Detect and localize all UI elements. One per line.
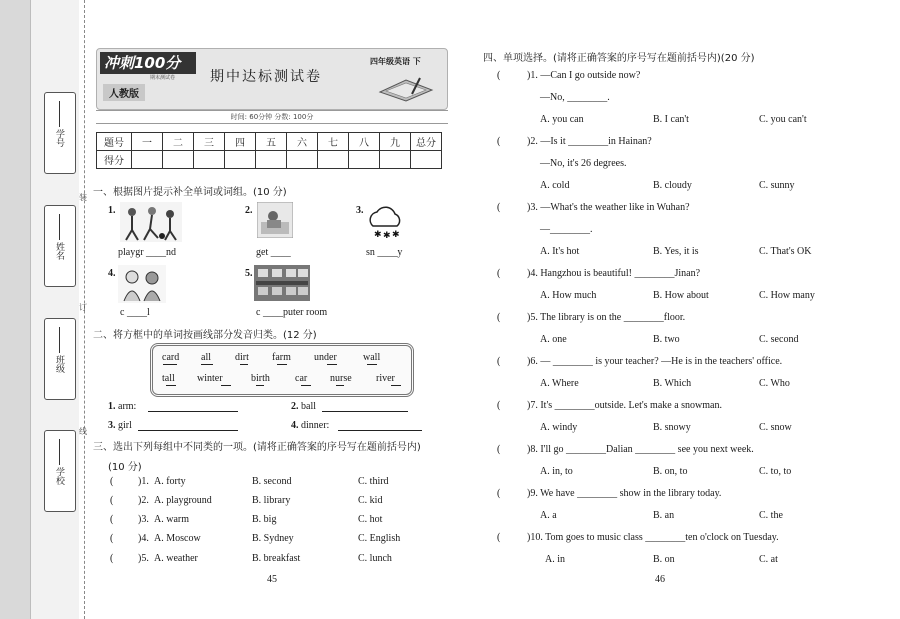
score-header-cell: 一 [132,133,163,151]
question-number: )2. [138,495,149,506]
answer-paren[interactable]: ( [110,553,114,564]
section2-heading: 二、将方框中的单词按画线部分发音归类。(12 分) [93,330,317,341]
option-c: C. second [759,334,799,345]
question-number: )1. [138,476,149,487]
s4-question-9 [497,488,877,524]
score-cell[interactable] [349,151,380,169]
option-a: A. warm [154,514,189,525]
option-b: B. Yes, it is [653,246,699,257]
option-a: A. playground [154,495,212,506]
word-all: all [201,352,211,363]
option-a: A. in [545,554,565,565]
s4-question-10 [497,532,877,568]
question-text: )6. — ________ is your teacher? —He is in the teachers' office. [527,356,783,367]
word-tall: tall [162,373,175,384]
question-text: )1. —Can I go outside now? [527,70,641,81]
option-c: C. snow [759,422,792,433]
score-header-cell: 六 [287,133,318,151]
score-header-cell: 总分 [411,133,442,151]
question-text: )5. The library is on the ________floor. [527,312,686,323]
section1-heading: 一、根据图片提示补全单词或词组。(10 分) [93,187,287,198]
page-number-left: 45 [267,574,277,585]
option-a: A. you can [540,114,584,125]
option-a: A. Where [540,378,579,389]
answer-blank[interactable] [338,430,422,431]
s4-question-7 [497,400,877,436]
option-c: C. to, to [759,466,792,477]
score-cell[interactable] [318,151,349,169]
grade-label: 四年级英语 下 [370,57,421,66]
option-a: A. one [540,334,567,345]
word-farm: farm [272,352,291,363]
option-c: C. at [759,554,778,565]
underline-mark [221,385,231,386]
answer-paren[interactable]: ( [110,495,114,506]
question-line2: —No, ________. [540,92,610,103]
option-a: A. windy [540,422,578,433]
s2-answer1: 1. arm: [108,401,137,412]
s4-question-2 [497,136,877,192]
answer-paren[interactable]: ( [497,400,501,411]
answer-paren[interactable]: ( [110,514,114,525]
s1-item2-num: 2. [245,205,253,216]
snowy-cloud-icon [365,204,405,240]
s2-answer2: 2. ball [291,401,316,412]
s1-item4-word: c ____l [120,307,150,318]
word-birth: birth [251,373,270,384]
book-illustration [376,74,436,102]
word-car: car [295,373,308,384]
score-cell[interactable] [256,151,287,169]
option-c: C. hot [358,514,383,525]
underline-mark [166,385,176,386]
name-field[interactable] [44,205,76,287]
option-c: C. How many [759,290,815,301]
word-winter: winter [197,373,223,384]
answer-paren[interactable]: ( [497,202,501,213]
question-number: )5. [138,553,149,564]
cut-mark-ding: 订 [79,303,87,312]
score-cell[interactable] [194,151,225,169]
s1-item5-word: c ____puter room [256,307,328,318]
answer-blank[interactable] [322,411,408,412]
score-row-label: 得分 [97,151,132,169]
word-card: card [162,352,180,363]
option-a: A. forty [154,476,186,487]
underline-mark [367,364,377,365]
edition-badge: 人教版 [103,84,145,101]
question-text: )7. It's ________outside. Let's make a snowman. [527,400,722,411]
option-b: B. cloudy [653,180,692,191]
score-header-cell: 题号 [97,133,132,151]
underline-mark [327,364,337,365]
s4-question-8 [497,444,877,480]
get-up-picture [257,202,293,238]
page-number-right: 46 [655,574,665,585]
underline-mark [301,385,311,386]
option-b: B. Sydney [252,533,294,544]
question-text: )3. —What's the weather like in Wuhan? [527,202,690,213]
underline-mark [256,385,264,386]
name-label: 姓名 [54,242,64,260]
score-table [96,132,442,169]
score-cell[interactable] [287,151,318,169]
question-text: )10. Tom goes to music class ________ten o'clock on Tuesday. [527,532,779,543]
svg-text:✱: ✱ [383,230,391,240]
underline-mark [201,364,213,365]
score-table-score-row [97,151,442,169]
score-header-cell: 四 [225,133,256,151]
svg-text:✱: ✱ [374,229,382,239]
school-label: 学校 [54,467,64,485]
svg-text:✱: ✱ [392,229,400,239]
option-c: C. third [358,476,389,487]
s3-question-5 [108,553,448,569]
exam-title: 期中达标测试卷 [210,69,322,85]
s1-item1-word: playgr ____nd [118,247,177,258]
underline-mark [163,364,177,365]
answer-paren[interactable]: ( [497,444,501,455]
s1-item5-num: 5. [245,268,253,279]
question-number: )3. [138,514,149,525]
score-header-cell: 三 [194,133,225,151]
s1-item3-word: sn ____y [366,247,403,258]
s1-item4-num: 4. [108,268,116,279]
option-a: A. weather [154,553,198,564]
s4-question-3 [497,202,877,258]
option-b: B. library [252,495,291,506]
answer-paren[interactable]: ( [497,268,501,279]
question-text: )2. —Is it ________in Hainan? [527,136,652,147]
option-b: B. breakfast [252,553,301,564]
student-number-field[interactable] [44,92,76,174]
underline-mark [240,364,248,365]
option-a: A. in, to [540,466,573,477]
score-header-cell: 九 [380,133,411,151]
option-a: A. a [540,510,557,521]
option-a: A. cold [540,180,570,191]
option-b: B. snowy [653,422,691,433]
s1-item2-word: get ____ [256,247,291,258]
score-cell[interactable] [132,151,163,169]
s1-item3-num: 3. [356,205,364,216]
question-text: )9. We have ________ show in the library today. [527,488,722,499]
s2-answer3: 3. girl [108,420,132,431]
word-wall: wall [363,352,381,363]
score-header-cell: 五 [256,133,287,151]
answer-blank[interactable] [138,430,238,431]
option-c: C. sunny [759,180,795,191]
underline-mark [391,385,401,386]
school-field[interactable] [44,430,76,512]
score-table-header-row [97,133,442,151]
option-c: C. you can't [759,114,807,125]
question-number: )4. [138,533,149,544]
question-line2: —________. [540,224,593,235]
option-b: B. big [252,514,277,525]
option-b: B. two [653,334,680,345]
option-a: A. It's hot [540,246,580,257]
option-a: A. Moscow [154,533,201,544]
score-header-cell: 二 [163,133,194,151]
score-cell[interactable] [380,151,411,169]
option-c: C. Who [759,378,790,389]
s3-question-4 [108,533,448,549]
section3-points: (10 分) [108,462,142,473]
answer-paren[interactable]: ( [497,136,501,147]
cut-mark-xian: 线 [79,427,87,436]
logo-subtitle: 期末测试卷 [150,76,176,81]
cool-picture [118,265,166,303]
s4-question-6 [497,356,877,392]
time-score-info: 时间: 60分钟 分数: 100分 [96,110,448,124]
s4-question-4 [497,268,877,304]
option-b: B. I can't [653,114,689,125]
answer-paren[interactable]: ( [497,312,501,323]
answer-paren[interactable]: ( [110,533,114,544]
option-b: B. How about [653,290,709,301]
score-cell[interactable] [411,151,442,169]
option-c: C. lunch [358,553,392,564]
word-river: river [376,373,395,384]
question-line2: —No, it's 26 degrees. [540,158,627,169]
s3-question-3 [108,514,448,530]
logo: 冲刺100分 [100,52,196,74]
s3-question-2 [108,495,448,511]
underline-mark [336,385,344,386]
s1-item1-num: 1. [108,205,116,216]
student-number-label: 学号 [54,129,64,147]
answer-paren[interactable]: ( [497,356,501,367]
section3-heading: 三、选出下列每组中不同类的一项。(请将正确答案的序号写在题前括号内) [93,442,421,453]
word-nurse: nurse [330,373,352,384]
score-cell[interactable] [225,151,256,169]
option-c: C. That's OK [759,246,812,257]
section4-heading: 四、单项选择。(请将正确答案的序号写在题前括号内)(20 分) [483,53,755,64]
option-b: B. an [653,510,675,521]
answer-blank[interactable] [148,411,238,412]
question-text: )4. Hangzhou is beautiful! ________Jinan? [527,268,701,279]
word-dirt: dirt [235,352,249,363]
cut-mark-zhuang: 装 [79,193,87,202]
underline-mark [277,364,287,365]
question-text: )8. I'll go ________Dalian ________ see you next week. [527,444,754,455]
score-cell[interactable] [163,151,194,169]
class-field[interactable] [44,318,76,400]
class-label: 班级 [54,355,64,373]
option-b: B. Which [653,378,692,389]
option-b: B. second [252,476,292,487]
answer-paren[interactable]: ( [110,476,114,487]
option-c: C. English [358,533,401,544]
answer-paren[interactable]: ( [497,488,501,499]
computer-room-picture [254,265,310,301]
playground-picture [120,202,182,242]
s2-answer4: 4. dinner: [291,420,330,431]
s4-question-5 [497,312,877,348]
option-b: B. on [653,554,675,565]
answer-paren[interactable]: ( [497,532,501,543]
score-header-cell: 八 [349,133,380,151]
option-c: C. kid [358,495,383,506]
answer-paren[interactable]: ( [497,70,501,81]
option-c: C. the [759,510,783,521]
option-b: B. on, to [653,466,688,477]
s4-question-1 [497,70,877,126]
option-a: A. How much [540,290,597,301]
word-under: under [314,352,337,363]
score-header-cell: 七 [318,133,349,151]
s3-question-1 [108,476,448,492]
